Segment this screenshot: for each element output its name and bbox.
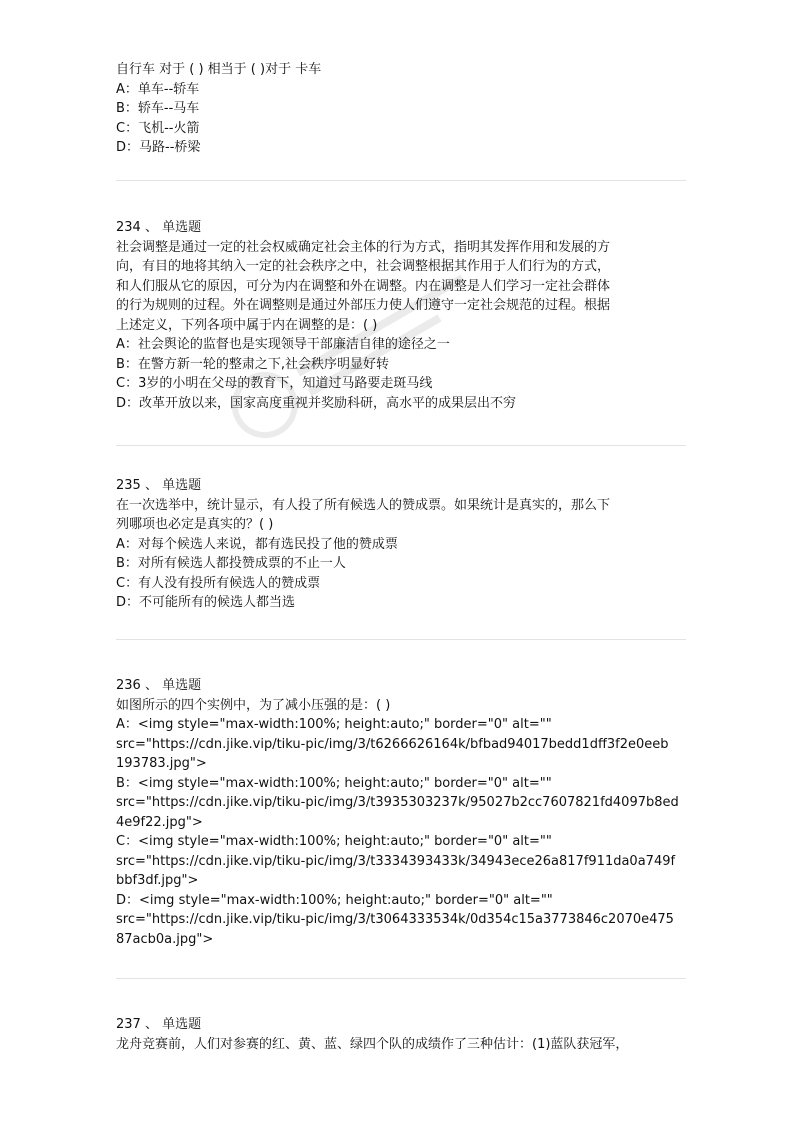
question-stem-line: 龙舟竞赛前，人们对参赛的红、黄、蓝、绿四个队的成绩作了三种估计：(1)蓝队获冠军， bbox=[116, 1036, 629, 1052]
divider bbox=[116, 180, 686, 181]
option-d: D： 改革开放以来，国家高度重视并奖励科研，高水平的成果层出不穷 bbox=[116, 395, 517, 411]
option-d-line: src="https://cdn.jike.vip/tiku-pic/img/3/t3064333534k/0d354c15a3773846c2070e475 bbox=[116, 912, 674, 927]
option-b-line: src="https://cdn.jike.vip/tiku-pic/img/3/t3935303237k/95027b2cc7607821fd4097b8ed bbox=[116, 795, 679, 810]
question-block-prev bbox=[116, 60, 686, 158]
option-c: C： 有人没有投所有候选人的赞成票 bbox=[116, 575, 321, 591]
option-d: D： 不可能所有的候选人都当选 bbox=[116, 595, 296, 610]
question-block-235 bbox=[116, 476, 686, 613]
question-header: 237 、 单选题 bbox=[116, 1017, 202, 1032]
option-d: D： 马路--桥梁 bbox=[116, 140, 201, 155]
option-a: A： 单车--轿车 bbox=[116, 81, 200, 97]
option-b: B： 对所有候选人都投赞成票的不止一人 bbox=[116, 556, 346, 571]
option-a-line: src="https://cdn.jike.vip/tiku-pic/img/3/t6266626164k/bfbad94017bedd1dff3f2e0eeb bbox=[116, 736, 669, 752]
question-stem-line: 在一次选举中，统计显示，有人投了所有候选人的赞成票。如果统计是真实的，那么下 bbox=[116, 497, 611, 513]
question-stem-line: 社会调整是通过一定的社会权威确定社会主体的行为方式，指明其发挥作用和发展的方 bbox=[116, 239, 611, 255]
question-block-234 bbox=[116, 218, 686, 413]
option-a: A： 对每个候选人来说，都有选民投了他的赞成票 bbox=[116, 536, 398, 552]
option-c: C： 飞机--火箭 bbox=[116, 120, 200, 136]
question-block-237 bbox=[116, 1015, 686, 1054]
question-stem-line: 列哪项也必定是真实的？( ) bbox=[116, 517, 274, 532]
question-header: 235 、 单选题 bbox=[116, 478, 202, 493]
option-b: B： 在警方新一轮的整肃之下,社会秩序明显好转 bbox=[116, 356, 390, 372]
question-header: 236 、 单选题 bbox=[116, 678, 202, 693]
divider bbox=[116, 639, 686, 640]
question-stem-line: 如图所示的四个实例中，为了减小压强的是：( ) bbox=[116, 697, 391, 713]
question-stem-line: 和人们服从它的原因，可分为内在调整和外在调整。内在调整是人们学习一定社会群体 bbox=[116, 278, 611, 294]
option-d: D： <img style="max-width:100%; height:auto;" border="0" alt="" bbox=[116, 892, 553, 908]
option-c: C： 3岁的小明在父母的教育下，知道过马路要走斑马线 bbox=[116, 376, 433, 391]
option-b-line: 4e9f22.jpg"> bbox=[116, 814, 203, 830]
question-stem-line: 的行为规则的过程。外在调整则是通过外部压力使人们遵守一定社会规范的过程。根据 bbox=[116, 298, 611, 313]
question-stem-line: 向，有目的地将其纳入一定的社会秩序之中，社会调整根据其作用于人们行为的方式， bbox=[116, 259, 611, 274]
option-a-line: 193783.jpg"> bbox=[116, 756, 207, 771]
question-block-236 bbox=[116, 676, 686, 949]
divider bbox=[116, 445, 686, 446]
question-stem: 自行车 对于 ( ) 相当于 ( )对于 卡车 bbox=[116, 62, 322, 77]
option-a: A： 社会舆论的监督也是实现领导干部廉洁自律的途径之一 bbox=[116, 337, 450, 352]
question-header: 234 、 单选题 bbox=[116, 220, 202, 235]
option-b: B： 轿车--马车 bbox=[116, 101, 200, 116]
option-a: A： <img style="max-width:100%; height:auto;" border="0" alt="" bbox=[116, 717, 552, 732]
option-c-line: src="https://cdn.jike.vip/tiku-pic/img/3/t3334393433k/34943ece26a817f911da0a749f bbox=[116, 853, 676, 869]
option-d-line: 87acb0a.jpg"> bbox=[116, 931, 214, 947]
divider bbox=[116, 978, 686, 979]
option-c: C： <img style="max-width:100%; height:auto;" border="0" alt="" bbox=[116, 834, 552, 849]
option-c-line: bbf3df.jpg"> bbox=[116, 873, 199, 888]
question-stem-line: 上述定义，下列各项中属于内在调整的是：( ) bbox=[116, 317, 378, 333]
option-b: B： <img style="max-width:100%; height:auto;" border="0" alt="" bbox=[116, 775, 552, 791]
